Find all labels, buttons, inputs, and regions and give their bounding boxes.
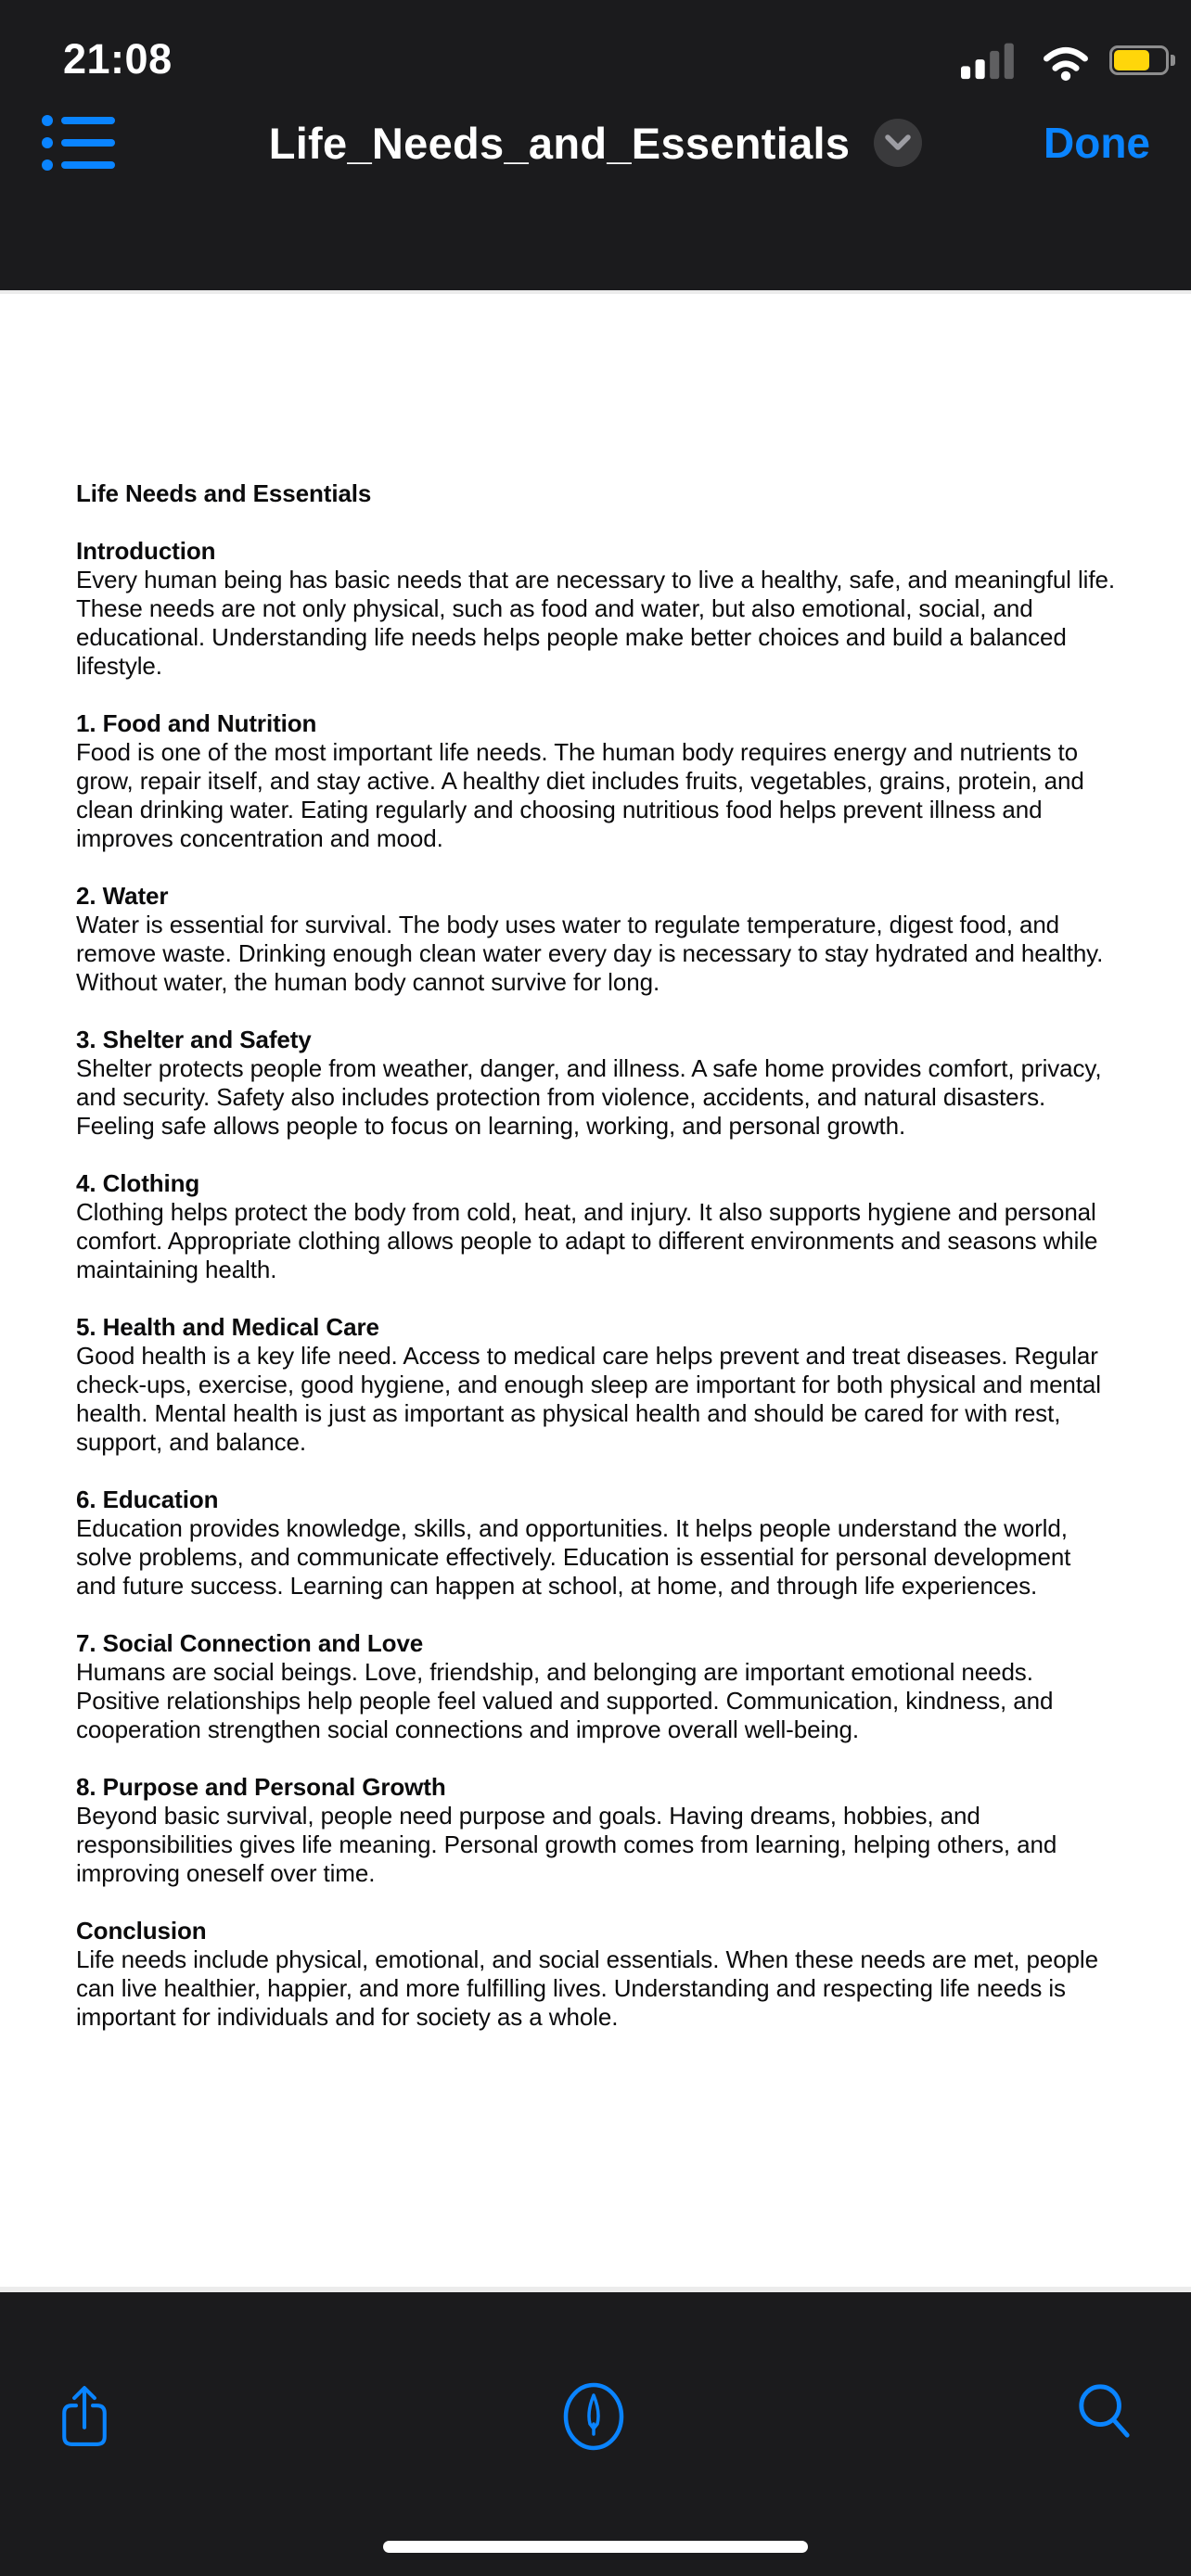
battery-level	[1114, 50, 1149, 70]
doc-section-social	[76, 1629, 1115, 1744]
document-title: Life Needs and Essentials	[76, 479, 372, 507]
section-body: Life needs include physical, emotional, and social essentials. When these needs are met, people can live healthier, happier, and more fulfilling lives. Understanding and respecting life needs is important for individuals and for society as a whole.	[76, 1945, 1098, 2031]
doc-section-clothing	[76, 1169, 1115, 1284]
chevron-down-icon	[884, 134, 912, 152]
doc-section-conclusion	[76, 1917, 1115, 2032]
doc-section-education	[76, 1486, 1115, 1600]
doc-section-purpose	[76, 1773, 1115, 1888]
document-scroll-area[interactable]	[0, 294, 1191, 2287]
section-body: Every human being has basic needs that are necessary to live a healthy, safe, and meaningful life. These needs are not only physical, such as food and water, but also emotional, social, and educational. Understanding life needs helps people make better choices and build a balanced lifestyle.	[76, 566, 1115, 680]
section-body: Clothing helps protect the body from cold, heat, and injury. It also supports hygiene and personal comfort. Appropriate clothing allows people to adapt to different environments and seasons while maintaining health.	[76, 1198, 1098, 1283]
section-body: Shelter protects people from weather, danger, and illness. A safe home provides comfort, privacy, and security. Safety also includes protection from violence, accidents, and natural disasters. Feeling safe allows people to focus on learning, working, and personal growth.	[76, 1054, 1102, 1140]
title-menu-button[interactable]	[874, 119, 922, 167]
status-icons	[961, 39, 1169, 83]
section-heading: 6. Education	[76, 1486, 219, 1513]
section-body: Water is essential for survival. The body uses water to regulate temperature, digest food, and remove waste. Drinking enough clean water every day is necessary to stay hydrated and healthy. Without water, the human body cannot survive for long.	[76, 911, 1104, 996]
document-filename: Life_Needs_and_Essentials	[268, 118, 851, 168]
doc-section-food	[76, 709, 1115, 853]
doc-section-health	[76, 1313, 1115, 1457]
section-body: Education provides knowledge, skills, and opportunities. It helps people understand the world, solve problems, and communicate effectively. Education is essential for personal development and future success. Learning can happen at school, at home, and through life experiences.	[76, 1514, 1071, 1600]
share-button[interactable]	[58, 2381, 111, 2452]
cellular-signal-icon	[961, 39, 1022, 82]
battery-icon	[1109, 45, 1169, 75]
done-button[interactable]: Done	[1044, 119, 1150, 167]
search-button[interactable]	[1076, 2381, 1133, 2441]
clock: 21:08	[63, 35, 173, 83]
battery-cap	[1171, 55, 1175, 66]
home-indicator[interactable]	[383, 2541, 808, 2553]
search-icon	[1076, 2381, 1133, 2441]
markup-icon	[562, 2381, 625, 2452]
markup-button[interactable]	[562, 2381, 625, 2452]
doc-section-introduction	[76, 537, 1115, 681]
navigation-bar	[0, 89, 1191, 197]
share-icon	[58, 2381, 111, 2452]
section-body: Food is one of the most important life needs. The human body requires energy and nutrients to grow, repair itself, and stay active. A healthy diet includes fruits, vegetables, grains, protein, and clean drinking water. Eating regularly and choosing nutritious food helps prevent illness and improves concentration and mood.	[76, 738, 1084, 852]
section-heading: 4. Clothing	[76, 1169, 200, 1197]
section-heading: 8. Purpose and Personal Growth	[76, 1773, 446, 1801]
wifi-icon	[1037, 39, 1095, 82]
top-chrome	[0, 0, 1191, 290]
section-heading: Introduction	[76, 537, 216, 565]
doc-section-water	[76, 882, 1115, 997]
status-bar	[0, 0, 1191, 89]
document-content	[76, 479, 1115, 2032]
section-body: Beyond basic survival, people need purpose and goals. Having dreams, hobbies, and responsibilities gives life meaning. Personal growth comes from learning, helping others, and improving oneself over time.	[76, 1802, 1057, 1887]
section-heading: 7. Social Connection and Love	[76, 1629, 424, 1657]
section-heading: 5. Health and Medical Care	[76, 1313, 379, 1341]
section-heading: Conclusion	[76, 1917, 207, 1945]
section-heading: 2. Water	[76, 882, 169, 910]
section-heading: 1. Food and Nutrition	[76, 709, 317, 737]
section-body: Good health is a key life need. Access to medical care helps prevent and treat diseases. Regular check-ups, exercise, good hygiene, and enough sleep are important for both physical and mental health. Mental health is just as important as physical health and should be cared for with rest, support, and balance.	[76, 1342, 1101, 1456]
document-title-menu[interactable]	[171, 118, 1020, 169]
list-bullet-icon	[41, 113, 117, 172]
section-body: Humans are social beings. Love, friendship, and belonging are important emotional needs. Positive relationships help people feel valued and supported. Communication, kindness, and cooperation strengthen social connections and improve overall well-being.	[76, 1658, 1054, 1743]
section-heading: 3. Shelter and Safety	[76, 1026, 312, 1053]
bottom-toolbar	[0, 2292, 1191, 2576]
table-of-contents-button[interactable]	[41, 113, 117, 172]
doc-section-shelter	[76, 1026, 1115, 1141]
